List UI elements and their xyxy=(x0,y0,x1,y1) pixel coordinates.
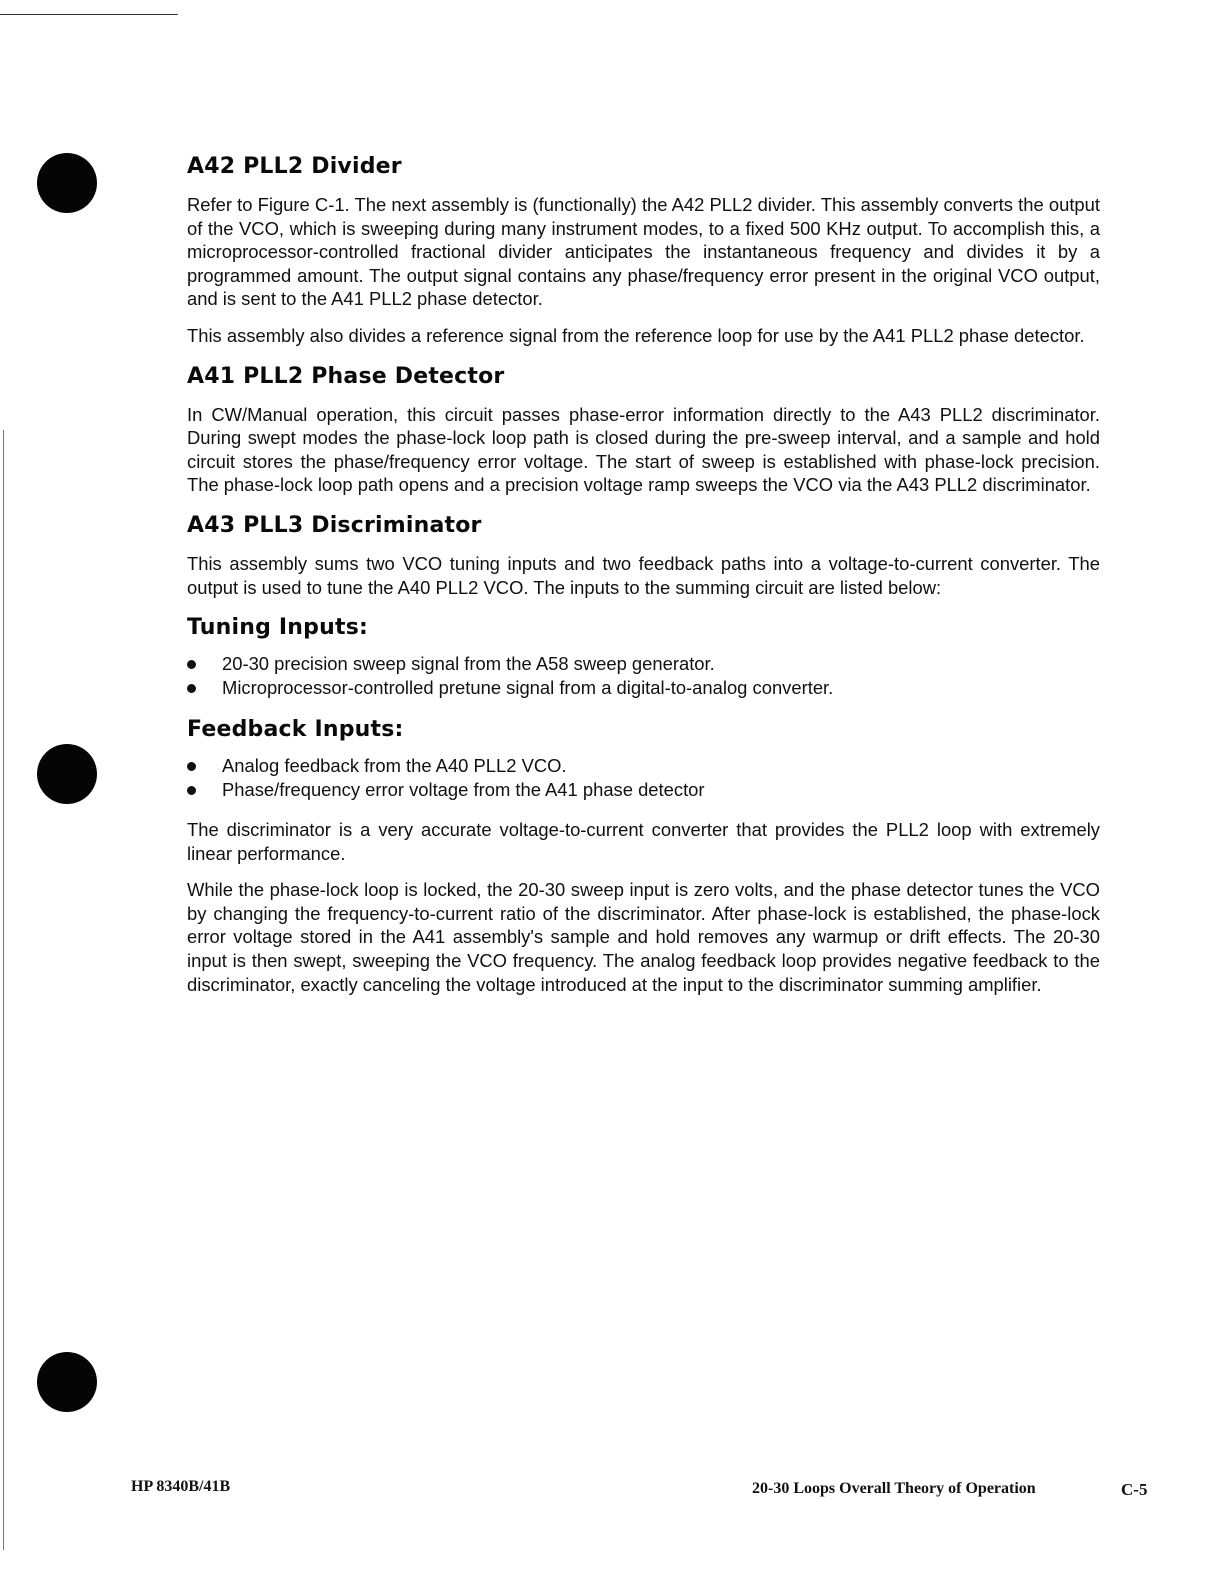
page-number: C-5 xyxy=(1121,1480,1148,1499)
top-edge-rule xyxy=(0,14,178,15)
section-tuning-inputs xyxy=(187,615,1100,700)
feedback-inputs-list xyxy=(187,754,1100,802)
footer-chapter-title: 20-30 Loops Overall Theory of Operation xyxy=(752,1480,1036,1497)
list-item xyxy=(187,652,1100,676)
body-paragraph: In CW/Manual operation, this circuit passes phase-error information directly to the A43 PLL2 discriminator. During swept modes the phase-lock loop path is closed during the pre-sweep interval, and a sample and hold circuit stores the phase/frequency error voltage. The start of sweep is established with phase-lock precision. The phase-lock loop path opens and a precision voltage ramp sweeps the VCO via the A43 PLL2 discriminator. xyxy=(187,403,1100,496)
tuning-inputs-list xyxy=(187,652,1100,700)
subsection-heading: Tuning Inputs: xyxy=(187,615,368,641)
bullet-icon xyxy=(187,684,196,693)
list-item-text: Analog feedback from the A40 PLL2 VCO. xyxy=(222,754,567,776)
body-paragraph: While the phase-lock loop is locked, the 20-30 sweep input is zero volts, and the phase detector tunes the VCO by changing the frequency-to-current ratio of the discriminator. After phase-lock is established, the phase-lock error voltage stored in the A41 assembly's sample and hold removes any warmup or drift effects. The 20-30 input is then swept, sweeping the VCO frequency. The analog feedback loop provides negative feedback to the discriminator, exactly canceling the voltage introduced at the input to the discriminator summing amplifier. xyxy=(187,879,1100,995)
section-heading: A41 PLL2 Phase Detector xyxy=(187,363,505,389)
section-a43-pll3-discriminator xyxy=(187,513,1100,599)
binder-hole-middle xyxy=(37,744,97,804)
body-paragraph: This assembly also divides a reference signal from the reference loop for use by the A41 PLL2 phase detector. xyxy=(187,324,1085,346)
list-item-text: Microprocessor-controlled pretune signal from a digital-to-analog converter. xyxy=(222,677,834,699)
section-a41-pll2-phase-detector xyxy=(187,364,1100,497)
section-feedback-inputs xyxy=(187,717,1100,802)
bullet-icon xyxy=(187,762,196,771)
page-content xyxy=(187,154,1100,1009)
body-paragraph: The discriminator is a very accurate voltage-to-current converter that provides the PLL2 loop with extremely linear performance. xyxy=(187,818,1100,864)
body-paragraph: This assembly sums two VCO tuning inputs and two feedback paths into a voltage-to-current converter. The output is used to tune the A40 PLL2 VCO. The inputs to the summing circuit are listed below: xyxy=(187,552,1100,598)
left-edge-rule xyxy=(3,430,4,1550)
body-paragraph: Refer to Figure C-1. The next assembly is (functionally) the A42 PLL2 divider. This assembly converts the output of the VCO, which is sweeping during many instrument modes, to a fixed 500 KHz output. To accomplish this, a microprocessor-controlled fractional divider anticipates the instantaneous frequency and divides it by a programmed amount. The output signal contains any phase/frequency error present in the original VCO output, and is sent to the A41 PLL2 phase detector. xyxy=(187,194,1100,310)
list-item-text: 20-30 precision sweep signal from the A58 sweep generator. xyxy=(222,653,715,675)
section-a42-pll2-divider xyxy=(187,154,1100,348)
binder-hole-top xyxy=(37,153,97,213)
section-heading: A42 PLL2 Divider xyxy=(187,154,402,179)
bullet-icon xyxy=(187,786,196,795)
bullet-icon xyxy=(187,660,196,669)
list-item xyxy=(187,778,1100,802)
list-item xyxy=(187,676,1100,700)
list-item xyxy=(187,754,1100,778)
subsection-heading: Feedback Inputs: xyxy=(187,716,404,742)
section-heading: A43 PLL3 Discriminator xyxy=(187,512,482,538)
binder-hole-bottom xyxy=(37,1352,97,1412)
list-item-text: Phase/frequency error voltage from the A41 phase detector xyxy=(222,778,705,800)
footer-model-number: HP 8340B/41B xyxy=(131,1478,231,1495)
